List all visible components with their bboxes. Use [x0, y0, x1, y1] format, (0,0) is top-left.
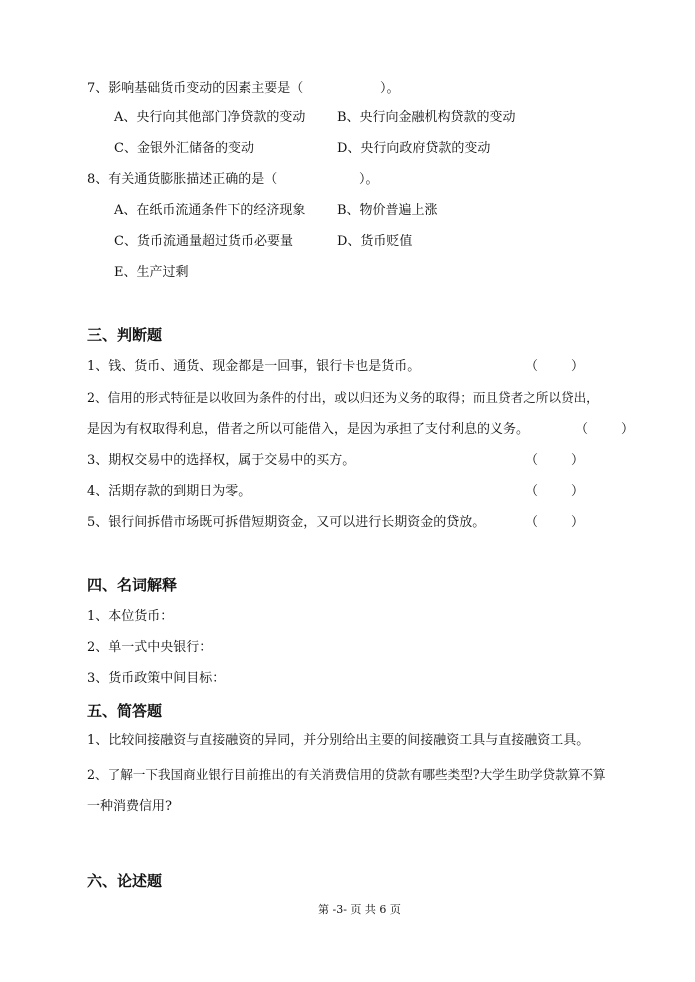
question-8-option-e: E、生产过剩: [114, 265, 189, 280]
short-answer-item-1: 1、比较间接融资与直接融资的异同，并分别给出主要的间接融资工具与直接融资工具。: [87, 733, 590, 748]
judgement-answer-blank-4: （ ）: [525, 484, 585, 499]
question-7-option-c: C、金银外汇储备的变动: [114, 141, 254, 156]
question-7-option-d: D、央行向政府贷款的变动: [337, 141, 491, 156]
question-8-stem: 8、有关通货膨胀描述正确的是（: [87, 172, 278, 187]
question-7-option-a: A、央行向其他部门净贷款的变动: [114, 110, 306, 125]
judgement-item-1: 1、钱、货币、通货、现金都是一回事，银行卡也是货币。: [87, 359, 421, 374]
question-8-close: ）。: [359, 172, 379, 187]
term-item-1: 1、本位货币：: [87, 609, 174, 624]
judgement-item-2-cont: 是因为有权取得利息，借者之所以可能借入，是因为承担了支付利息的义务。: [87, 422, 530, 437]
page-number: 第 -3- 页 共 6 页: [318, 903, 401, 916]
short-answer-item-2-cont: 一种消费信用?: [87, 799, 172, 814]
question-7-stem: 7、影响基础货币变动的因素主要是（: [87, 81, 304, 96]
question-7-option-b: B、央行向金融机构贷款的变动: [337, 110, 516, 125]
question-8-option-d: D、货币贬值: [337, 234, 413, 249]
question-8-option-b: B、物价普遍上涨: [337, 203, 438, 218]
judgement-item-3: 3、期权交易中的选择权，属于交易中的买方。: [87, 453, 356, 468]
section-terms-title: 四、名词解释: [87, 576, 178, 594]
section-short-answer-title: 五、简答题: [87, 702, 163, 720]
judgement-answer-blank-2: （ ）: [575, 422, 635, 437]
question-7-close: ）。: [380, 81, 400, 96]
judgement-answer-blank-1: （ ）: [525, 359, 585, 374]
judgement-item-2: 2、信用的形式特征是以收回为条件的付出，或以归还为义务的取得；而且贷者之所以贷出，: [87, 390, 599, 405]
short-answer-item-2: 2、了解一下我国商业银行目前推出的有关消费信用的贷款有哪些类型?大学生助学贷款算不算: [87, 767, 606, 782]
section-essay-title: 六、论述题: [87, 872, 163, 890]
judgement-answer-blank-5: （ ）: [525, 515, 585, 530]
section-judgement-title: 三、判断题: [87, 326, 163, 344]
question-8-option-a: A、在纸币流通条件下的经济现象: [114, 203, 306, 218]
question-8-option-c: C、货币流通量超过货币必要量: [114, 234, 293, 249]
judgement-answer-blank-3: （ ）: [525, 453, 585, 468]
term-item-2: 2、单一式中央银行：: [87, 640, 213, 655]
term-item-3: 3、货币政策中间目标：: [87, 671, 226, 686]
judgement-item-5: 5、银行间拆借市场既可拆借短期资金，又可以进行长期资金的贷放。: [87, 515, 486, 530]
judgement-item-4: 4、活期存款的到期日为零。: [87, 484, 252, 499]
